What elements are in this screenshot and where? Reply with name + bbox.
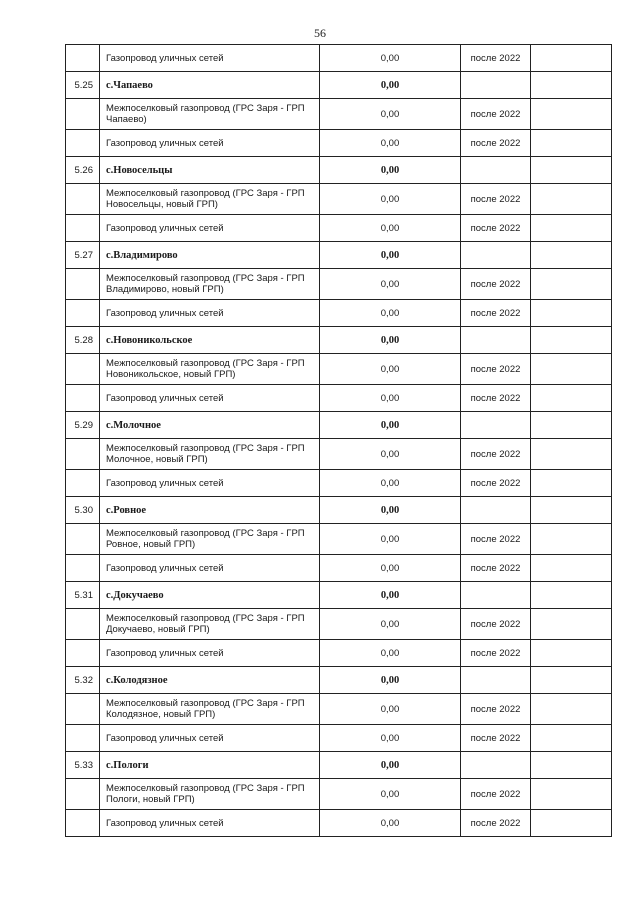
row-number xyxy=(66,725,100,752)
table-row xyxy=(66,810,612,837)
section-year xyxy=(461,327,531,354)
row-value: 0,00 xyxy=(320,640,461,667)
row-number xyxy=(66,779,100,810)
section-number: 5.30 xyxy=(66,497,100,524)
row-year: после 2022 xyxy=(461,640,531,667)
table-row xyxy=(66,694,612,725)
row-number xyxy=(66,354,100,385)
table-row xyxy=(66,354,612,385)
row-year: после 2022 xyxy=(461,45,531,72)
section-value: 0,00 xyxy=(320,497,461,524)
row-value: 0,00 xyxy=(320,184,461,215)
table-row xyxy=(66,184,612,215)
row-extra xyxy=(531,385,612,412)
section-extra xyxy=(531,497,612,524)
row-number xyxy=(66,300,100,327)
row-number xyxy=(66,45,100,72)
section-value: 0,00 xyxy=(320,327,461,354)
table-row xyxy=(66,555,612,582)
row-number xyxy=(66,385,100,412)
table-row xyxy=(66,385,612,412)
section-year xyxy=(461,667,531,694)
row-name: Газопровод уличных сетей xyxy=(100,725,320,752)
row-name: Газопровод уличных сетей xyxy=(100,300,320,327)
row-year: после 2022 xyxy=(461,269,531,300)
row-number xyxy=(66,694,100,725)
row-value: 0,00 xyxy=(320,609,461,640)
row-extra xyxy=(531,215,612,242)
row-value: 0,00 xyxy=(320,470,461,497)
section-row xyxy=(66,752,612,779)
section-year xyxy=(461,497,531,524)
section-extra xyxy=(531,667,612,694)
row-value: 0,00 xyxy=(320,45,461,72)
row-number xyxy=(66,609,100,640)
section-number: 5.33 xyxy=(66,752,100,779)
row-extra xyxy=(531,555,612,582)
row-number xyxy=(66,810,100,837)
row-name: Межпоселковый газопровод (ГРС Заря - ГРП Новоникольское, новый ГРП) xyxy=(100,354,320,385)
section-value: 0,00 xyxy=(320,582,461,609)
row-name: Межпоселковый газопровод (ГРС Заря - ГРП Докучаево, новый ГРП) xyxy=(100,609,320,640)
section-title: с.Пологи xyxy=(100,752,320,779)
section-title: с.Новоникольское xyxy=(100,327,320,354)
row-name: Межпоселковый газопровод (ГРС Заря - ГРП Чапаево) xyxy=(100,99,320,130)
gas-pipeline-table xyxy=(65,44,612,837)
row-name: Межпоселковый газопровод (ГРС Заря - ГРП Новосельцы, новый ГРП) xyxy=(100,184,320,215)
row-name: Межпоселковый газопровод (ГРС Заря - ГРП Пологи, новый ГРП) xyxy=(100,779,320,810)
row-name: Газопровод уличных сетей xyxy=(100,45,320,72)
section-row xyxy=(66,582,612,609)
row-name: Газопровод уличных сетей xyxy=(100,215,320,242)
section-year xyxy=(461,242,531,269)
row-year: после 2022 xyxy=(461,470,531,497)
row-year: после 2022 xyxy=(461,215,531,242)
section-year xyxy=(461,72,531,99)
row-year: после 2022 xyxy=(461,439,531,470)
section-title: с.Новосельцы xyxy=(100,157,320,184)
row-value: 0,00 xyxy=(320,269,461,300)
row-value: 0,00 xyxy=(320,215,461,242)
row-value: 0,00 xyxy=(320,694,461,725)
row-name: Межпоселковый газопровод (ГРС Заря - ГРП Ровное, новый ГРП) xyxy=(100,524,320,555)
section-value: 0,00 xyxy=(320,752,461,779)
row-extra xyxy=(531,694,612,725)
table-row xyxy=(66,779,612,810)
row-value: 0,00 xyxy=(320,555,461,582)
section-value: 0,00 xyxy=(320,667,461,694)
row-number xyxy=(66,184,100,215)
row-year: после 2022 xyxy=(461,555,531,582)
row-number xyxy=(66,524,100,555)
row-extra xyxy=(531,640,612,667)
row-extra xyxy=(531,609,612,640)
section-number: 5.25 xyxy=(66,72,100,99)
section-number: 5.28 xyxy=(66,327,100,354)
row-value: 0,00 xyxy=(320,130,461,157)
section-title: с.Владимирово xyxy=(100,242,320,269)
row-name: Межпоселковый газопровод (ГРС Заря - ГРП Владимирово, новый ГРП) xyxy=(100,269,320,300)
section-number: 5.26 xyxy=(66,157,100,184)
table-row xyxy=(66,725,612,752)
row-extra xyxy=(531,725,612,752)
row-value: 0,00 xyxy=(320,779,461,810)
row-year: после 2022 xyxy=(461,810,531,837)
row-extra xyxy=(531,45,612,72)
row-year: после 2022 xyxy=(461,385,531,412)
section-value: 0,00 xyxy=(320,72,461,99)
section-value: 0,00 xyxy=(320,157,461,184)
row-number xyxy=(66,99,100,130)
table-body xyxy=(66,45,612,837)
row-extra xyxy=(531,439,612,470)
row-extra xyxy=(531,354,612,385)
row-extra xyxy=(531,524,612,555)
section-title: с.Чапаево xyxy=(100,72,320,99)
row-name: Газопровод уличных сетей xyxy=(100,810,320,837)
table-row xyxy=(66,439,612,470)
row-name: Газопровод уличных сетей xyxy=(100,555,320,582)
row-year: после 2022 xyxy=(461,184,531,215)
row-name: Межпоселковый газопровод (ГРС Заря - ГРП Колодязное, новый ГРП) xyxy=(100,694,320,725)
row-value: 0,00 xyxy=(320,354,461,385)
section-row xyxy=(66,497,612,524)
table-row xyxy=(66,215,612,242)
section-extra xyxy=(531,412,612,439)
row-value: 0,00 xyxy=(320,439,461,470)
table-row xyxy=(66,130,612,157)
section-number: 5.31 xyxy=(66,582,100,609)
section-year xyxy=(461,157,531,184)
table-row xyxy=(66,99,612,130)
row-year: после 2022 xyxy=(461,725,531,752)
row-value: 0,00 xyxy=(320,524,461,555)
section-title: с.Колодязное xyxy=(100,667,320,694)
row-extra xyxy=(531,99,612,130)
section-title: с.Ровное xyxy=(100,497,320,524)
section-year xyxy=(461,752,531,779)
row-extra xyxy=(531,130,612,157)
row-number xyxy=(66,130,100,157)
row-extra xyxy=(531,184,612,215)
row-extra xyxy=(531,779,612,810)
section-extra xyxy=(531,752,612,779)
section-extra xyxy=(531,242,612,269)
table-row xyxy=(66,300,612,327)
row-name: Газопровод уличных сетей xyxy=(100,640,320,667)
row-value: 0,00 xyxy=(320,385,461,412)
row-extra xyxy=(531,470,612,497)
row-value: 0,00 xyxy=(320,300,461,327)
section-row xyxy=(66,242,612,269)
row-year: после 2022 xyxy=(461,609,531,640)
table-row xyxy=(66,609,612,640)
row-name: Газопровод уличных сетей xyxy=(100,470,320,497)
table-row xyxy=(66,524,612,555)
row-name: Газопровод уличных сетей xyxy=(100,130,320,157)
table-row xyxy=(66,45,612,72)
row-number xyxy=(66,269,100,300)
row-extra xyxy=(531,300,612,327)
section-value: 0,00 xyxy=(320,242,461,269)
table-row xyxy=(66,269,612,300)
section-title: с.Молочное xyxy=(100,412,320,439)
section-number: 5.27 xyxy=(66,242,100,269)
row-name: Межпоселковый газопровод (ГРС Заря - ГРП Молочное, новый ГРП) xyxy=(100,439,320,470)
section-extra xyxy=(531,157,612,184)
section-row xyxy=(66,157,612,184)
row-name: Газопровод уличных сетей xyxy=(100,385,320,412)
row-value: 0,00 xyxy=(320,725,461,752)
section-number: 5.32 xyxy=(66,667,100,694)
row-year: после 2022 xyxy=(461,99,531,130)
row-number xyxy=(66,470,100,497)
row-number xyxy=(66,555,100,582)
section-title: с.Докучаево xyxy=(100,582,320,609)
row-year: после 2022 xyxy=(461,300,531,327)
row-value: 0,00 xyxy=(320,99,461,130)
section-value: 0,00 xyxy=(320,412,461,439)
row-number xyxy=(66,215,100,242)
section-row xyxy=(66,412,612,439)
table-row xyxy=(66,640,612,667)
row-value: 0,00 xyxy=(320,810,461,837)
row-year: после 2022 xyxy=(461,130,531,157)
row-year: после 2022 xyxy=(461,524,531,555)
section-number: 5.29 xyxy=(66,412,100,439)
section-row xyxy=(66,72,612,99)
row-extra xyxy=(531,810,612,837)
row-year: после 2022 xyxy=(461,779,531,810)
section-year xyxy=(461,582,531,609)
section-extra xyxy=(531,72,612,99)
section-row xyxy=(66,327,612,354)
section-row xyxy=(66,667,612,694)
row-year: после 2022 xyxy=(461,694,531,725)
row-year: после 2022 xyxy=(461,354,531,385)
row-number xyxy=(66,640,100,667)
section-year xyxy=(461,412,531,439)
section-extra xyxy=(531,327,612,354)
row-number xyxy=(66,439,100,470)
page-number: 56 xyxy=(314,26,326,40)
section-extra xyxy=(531,582,612,609)
row-extra xyxy=(531,269,612,300)
table-row xyxy=(66,470,612,497)
